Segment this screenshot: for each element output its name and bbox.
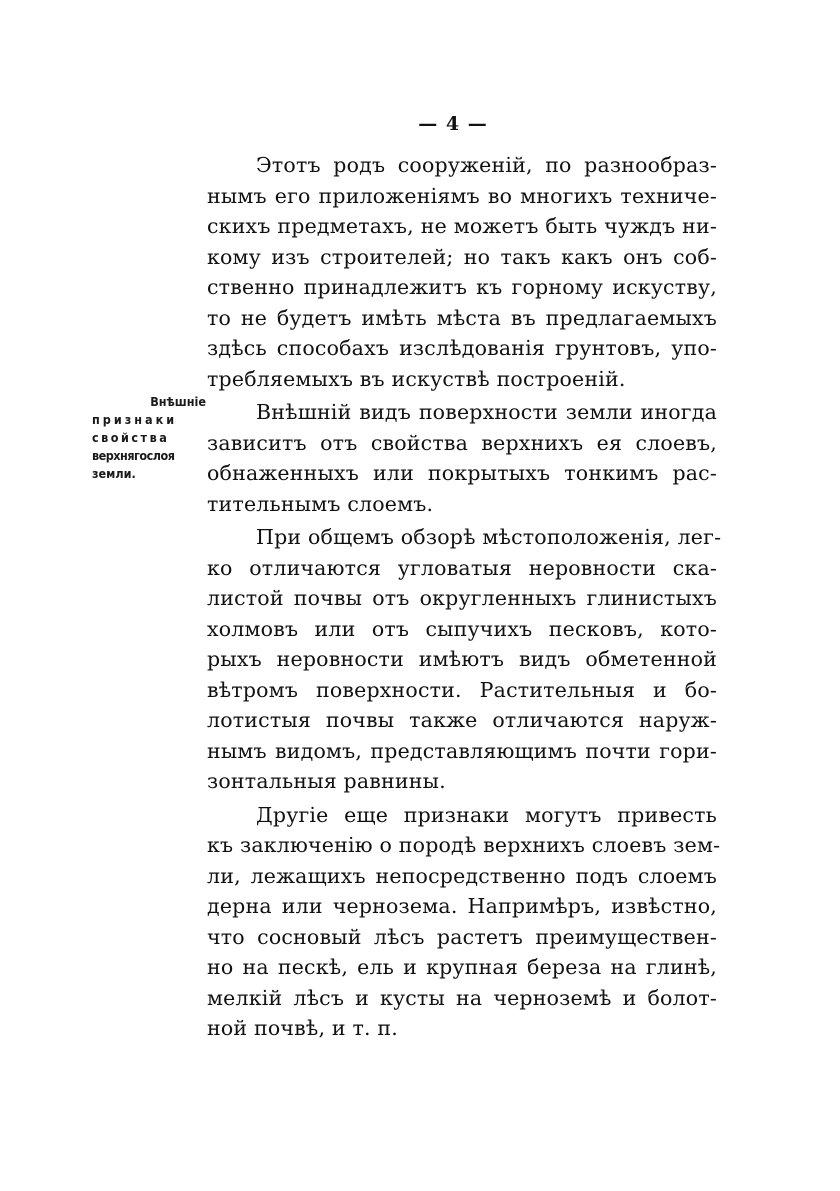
margin-note-line: свойства <box>92 430 170 445</box>
text-line: нымъ видомъ, представляющимъ почти гори- <box>207 738 717 763</box>
paragraph <box>207 397 717 519</box>
text-line: лотистыя почвы также отличаются наруж- <box>207 708 717 732</box>
text-line: тительнымъ слоемъ. <box>207 491 434 516</box>
text-line: къ заключенію о породѣ верхнихъ слоевъ зем- <box>207 833 721 857</box>
text-line: холмовъ или отъ сыпучихъ песковъ, кото- <box>207 616 717 641</box>
text-line: нымъ его приложеніямъ во многихъ техниче- <box>207 183 717 208</box>
text-line: ко отличаются угловатыя неровности ска- <box>207 555 717 580</box>
margin-note-line: признаки <box>92 412 178 427</box>
text-line: Этотъ родъ сооруженій, по разнообраз- <box>256 153 717 177</box>
paragraph <box>207 150 717 394</box>
text-line: зависитъ отъ свойства верхнихъ ея слоевъ, <box>207 430 717 455</box>
text-line: мелкій лѣсъ и кусты на черноземѣ и болот- <box>207 985 717 1010</box>
text-line: Внѣшній видъ поверхности земли иногда <box>256 400 717 424</box>
text-line: вѣтромъ поверхности. Растительныя и бо- <box>207 677 717 702</box>
text-line: скихъ предметахъ, не можетъ быть чуждъ ни- <box>207 214 717 238</box>
text-line: листой почвы отъ округленныхъ глинистыхъ <box>207 586 717 610</box>
page-number: — 4 — <box>418 113 488 135</box>
text-line: рыхъ неровности имѣютъ видъ обметенной <box>207 647 717 671</box>
margin-note-line: верхнягослоя <box>92 448 175 463</box>
text-line: но на пескѣ, ель и крупная береза на глинѣ, <box>207 955 717 979</box>
text-line: зонтальныя равнины. <box>207 769 446 793</box>
body-text <box>207 150 722 1044</box>
text-line: то не будетъ имѣть мѣста въ предлагаемыхъ <box>207 305 717 330</box>
text-line: что сосновый лѣсъ растетъ преимуществен- <box>207 924 717 949</box>
text-line: Другіе еще признаки могутъ привесть <box>256 802 717 827</box>
text-line: ственно принадлежитъ къ горному искуству, <box>207 275 717 299</box>
text-line: обнаженныхъ или покрытыхъ тонкимъ рас- <box>207 461 717 485</box>
text-line: дерна или чернозема. Напримѣръ, извѣстно, <box>207 894 717 918</box>
margin-note-line: Внѣшніе <box>150 394 206 409</box>
text-line: здѣсь способахъ изслѣдованія грунтовъ, упо- <box>207 336 717 360</box>
margin-note-line: земли. <box>92 466 136 481</box>
text-line: ной почвѣ, и т. п. <box>207 1016 399 1040</box>
text-line: требляемыхъ въ искуствѣ построеній. <box>207 366 626 391</box>
paragraph <box>207 800 721 1044</box>
text-line: При общемъ обзорѣ мѣстоположенія, лег- <box>256 525 722 549</box>
margin-note <box>92 393 206 483</box>
paragraph <box>207 522 722 797</box>
text-line: ли, лежащихъ непосредственно подъ слоемъ <box>207 863 717 888</box>
text-line: кому изъ строителей; но такъ какъ онъ соб- <box>207 244 717 269</box>
